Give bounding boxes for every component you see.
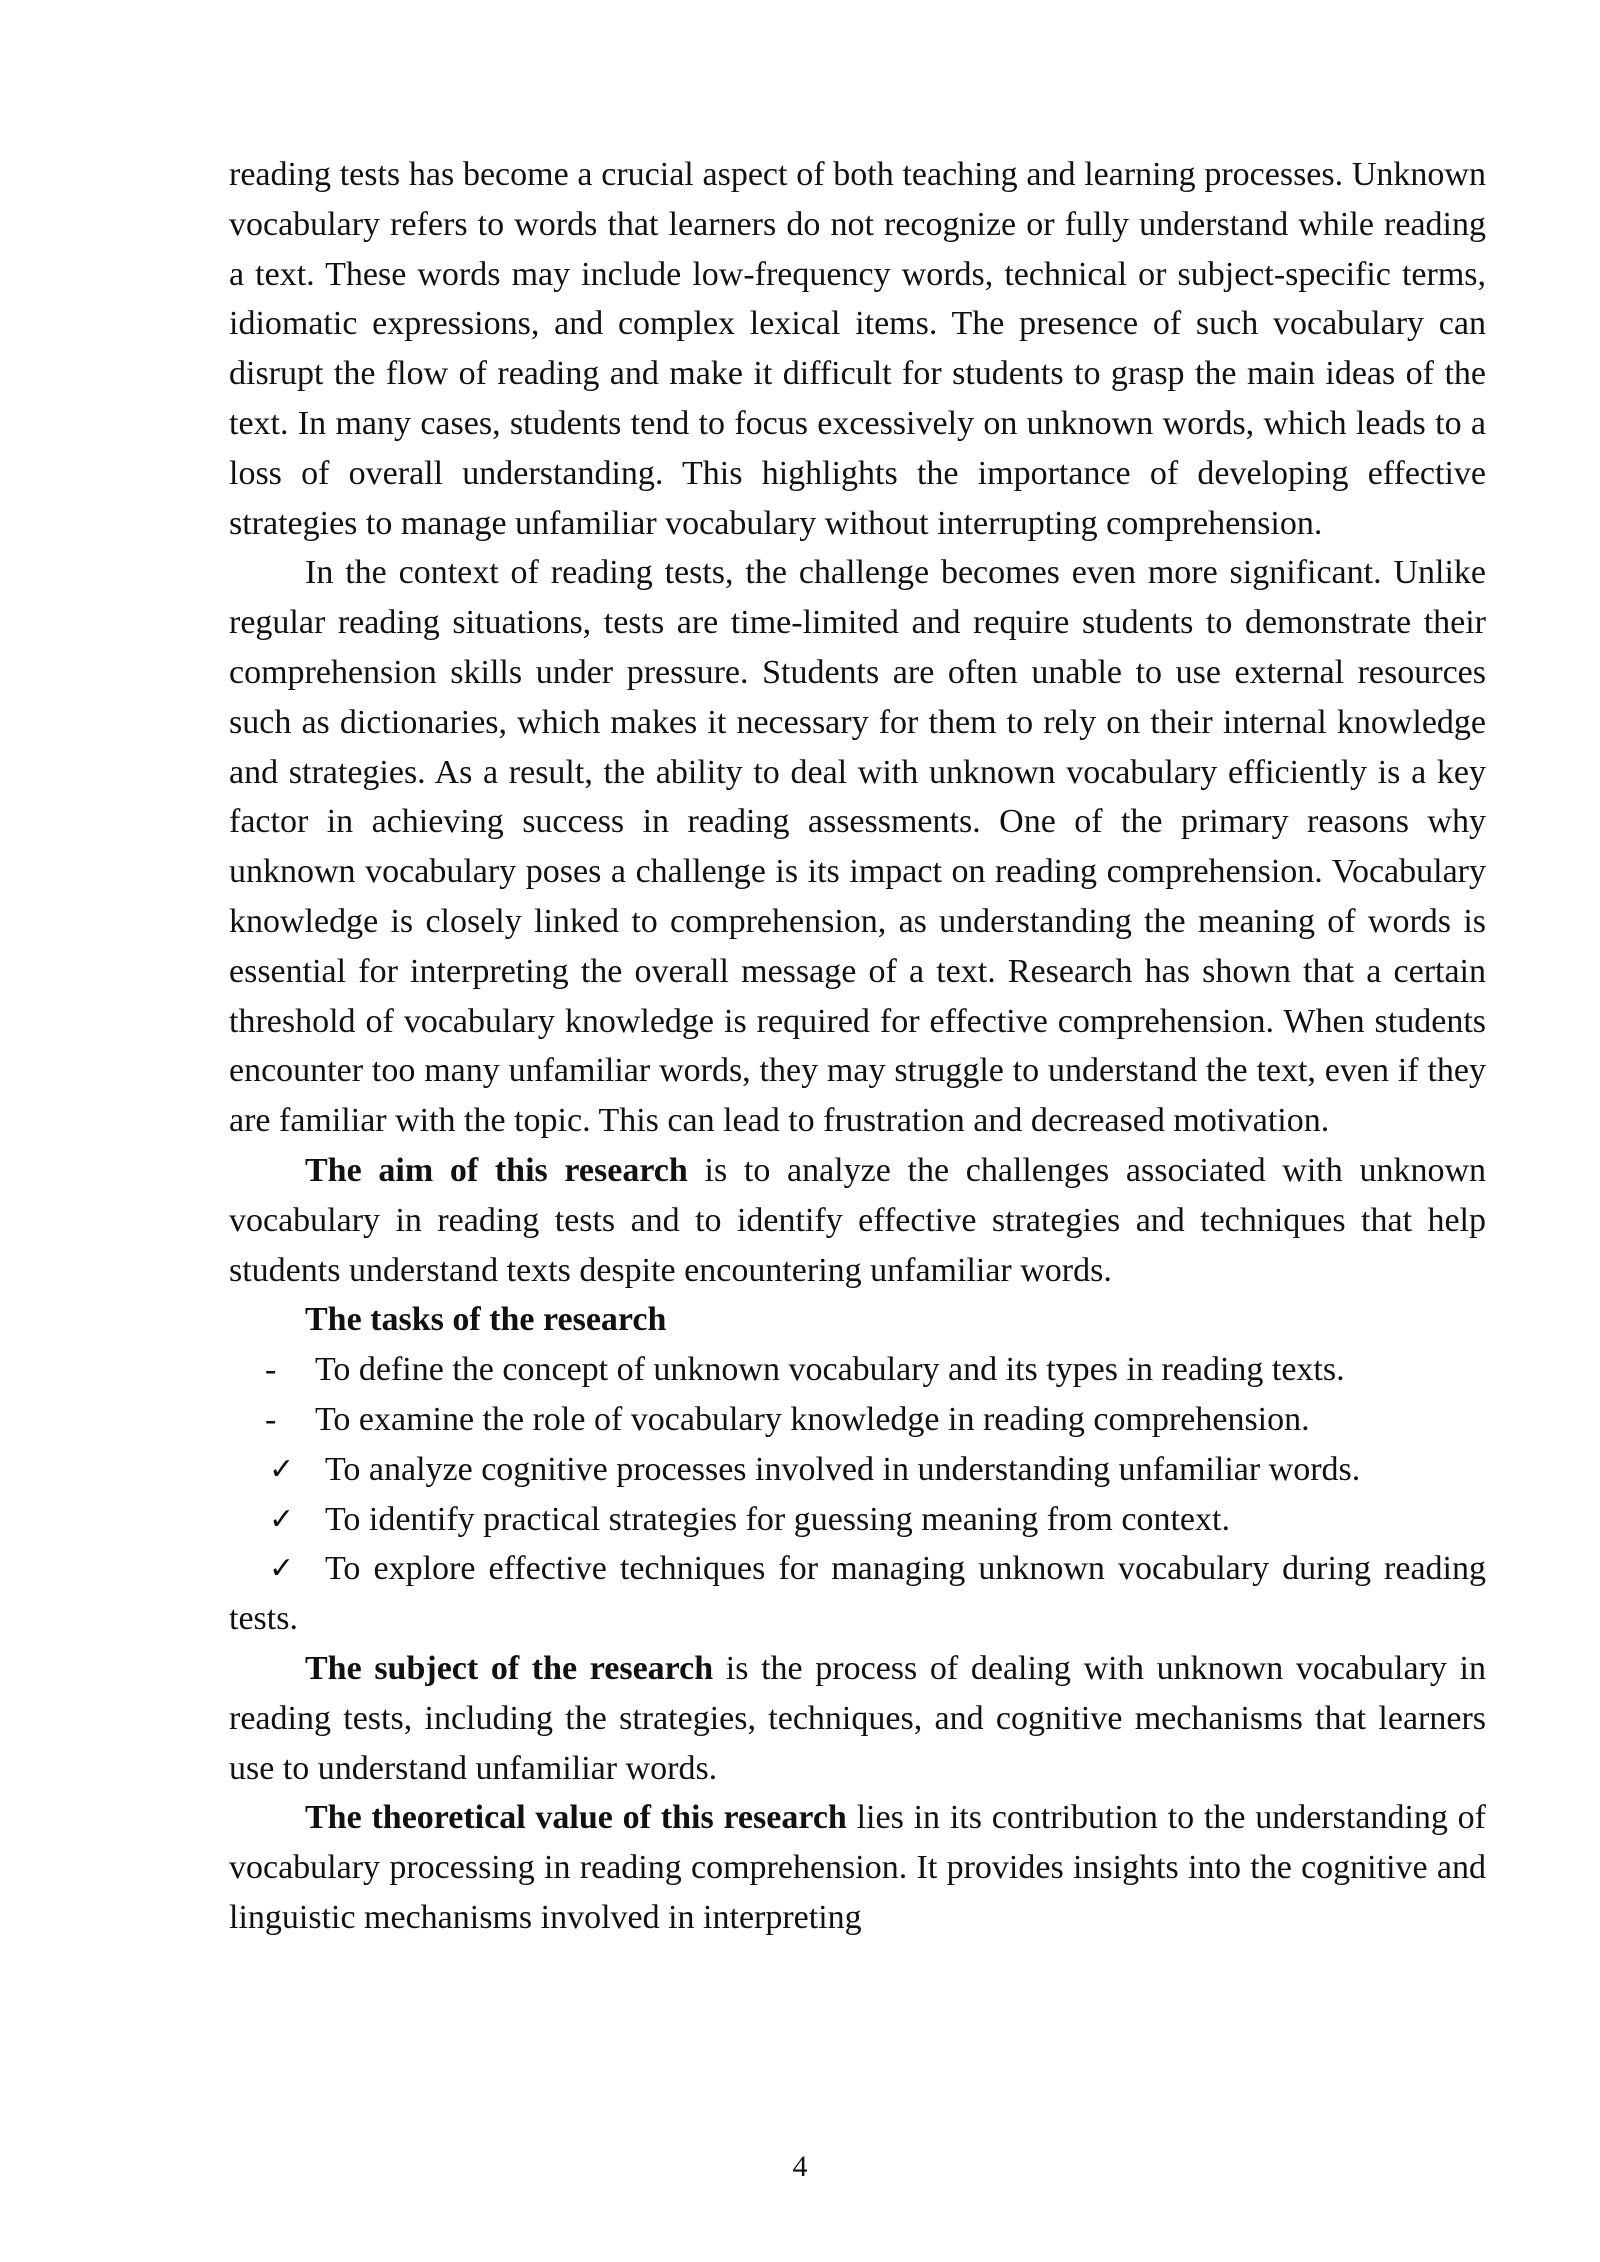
checkmark-icon: ✓ <box>269 1551 295 1587</box>
task-text: To define the concept of unknown vocabulary and its types in reading texts. <box>315 1351 1345 1389</box>
theory-text: lies in its contribution to the understanding of vocabulary processing in reading comprehension. It provides insights into the cognitive and linguistic mechanisms involved in interpreting <box>229 1799 1486 1936</box>
paragraph-theoretical-value <box>229 1793 1486 1942</box>
aim-text: is to analyze the challenges associated with unknown vocabulary in reading tests and to identify effective strategies and techniques that help students understand texts despite encountering unfamiliar words. <box>229 1151 1486 1289</box>
theory-label: The theoretical value of this research <box>305 1799 847 1837</box>
subject-text: is the process of dealing with unknown vocabulary in reading tests, including the strategies, techniques, and cognitive mechanisms that learners use to understand unfamiliar words. <box>229 1649 1486 1787</box>
task-item <box>229 1445 1486 1495</box>
task-item <box>229 1544 1486 1644</box>
tasks-heading: The tasks of the research <box>305 1301 667 1339</box>
paragraph-aim <box>229 1146 1486 1295</box>
checkmark-icon: ✓ <box>269 1451 295 1487</box>
paragraph-reading-tests-context: In the context of reading tests, the challenge becomes even more significant. Unlike regular reading situations, tests are time-limited and require students to demonstrate their comprehension skills under pressure. Students are often unable to use external resources such as dictionaries, which makes it necessary for them to rely on their internal knowledge and strategies. As a result, the ability to deal with unknown vocabulary efficiently is a key factor in achieving success in reading assessments. One of the primary reasons why unknown vocabulary poses a challenge is its impact on reading comprehension. Vocabulary knowledge is closely linked to comprehension, as understanding the meaning of words is essential for interpreting the overall message of a text. Research has shown that a certain threshold of vocabulary knowledge is required for effective comprehension. When students encounter too many unfamiliar words, they may struggle to understand the text, even if they are familiar with the topic. This can lead to frustration and decreased motivation. <box>229 554 1486 1140</box>
task-text: To analyze cognitive processes involved in understanding unfamiliar words. <box>325 1450 1361 1488</box>
checkmark-icon: ✓ <box>269 1501 295 1537</box>
paragraph-intro: reading tests has become a crucial aspect of both teaching and learning processes. Unknown vocabulary refers to words that learners do not recognize or fully understand while reading a text. These words may include low-frequency words, technical or subject-specific terms, idiomatic expressions, and complex lexical items. The presence of such vocabulary can disrupt the flow of reading and make it difficult for students to grasp the main ideas of the text. In many cases, students tend to focus excessively on unknown words, which leads to a loss of overall understanding. This highlights the importance of developing effective strategies to manage unfamiliar vocabulary without interrupting comprehension. <box>229 156 1486 542</box>
task-text: To explore effective techniques for managing unknown vocabulary during reading tests. <box>229 1550 1486 1638</box>
dash-bullet: - <box>265 1351 277 1389</box>
task-item <box>229 1395 1486 1445</box>
task-item <box>229 1345 1486 1395</box>
paragraph-subject <box>229 1644 1486 1793</box>
task-text: To identify practical strategies for guessing meaning from context. <box>325 1500 1230 1538</box>
page-body <box>229 150 1486 1943</box>
task-text: To examine the role of vocabulary knowledge in reading comprehension. <box>315 1400 1310 1438</box>
dash-bullet: - <box>265 1400 277 1438</box>
subject-label: The subject of the research <box>305 1649 714 1687</box>
task-item <box>229 1495 1486 1545</box>
aim-label: The aim of this research <box>305 1151 688 1189</box>
page-number: 4 <box>792 2150 808 2183</box>
